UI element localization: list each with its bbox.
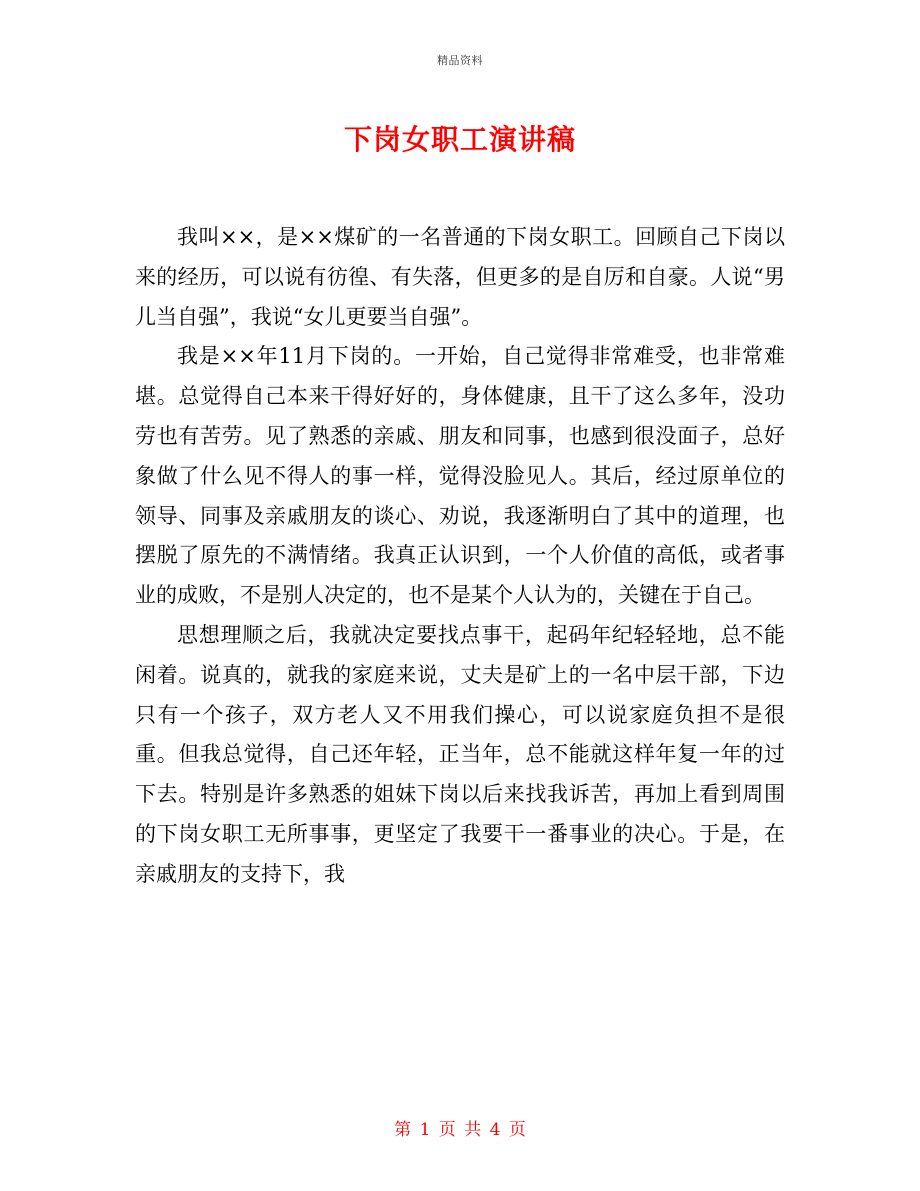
document-title: 下岗女职工演讲稿 [343,123,576,156]
page-footer: 第 1 页 共 4 页 [394,1120,526,1140]
page-header: 精品资料 [437,54,483,67]
paragraph-2: 我是××年11月下岗的。一开始，自己觉得非常难受，也非常难堪。总觉得自己本来干得好好的，身体健康，且干了这么多年，没功劳也有苦劳。见了熟悉的亲戚、朋友和同事，也感到很没面子，总好象做了什么见不得人的事一样，觉得没脸见人。其后，经过原单位的领导、同事及亲戚朋友的谈心、劝说，我逐渐明白了其中的道理，也摆脱了原先的不满情绪。我真正认识到，一个人价值的高低，或者事业的成败，不是别人决定的，也不是某个人认为的，关键在于自己。 [135,344,785,608]
paragraph-1: 我叫××，是××煤矿的一名普通的下岗女职工。回顾自己下岗以来的经历，可以说有彷徨、有失落，但更多的是自厉和自豪。人说“男儿当自强”，我说“女儿更要当自强”。 [135,225,785,329]
document-body [135,218,785,895]
paragraph-3: 思想理顺之后，我就决定要找点事干，起码年纪轻轻地，总不能闲着。说真的，就我的家庭来说，丈夫是矿上的一名中层干部，下边只有一个孩子，双方老人又不用我们操心，可以说家庭负担不是很重。但我总觉得，自己还年轻，正当年，总不能就这样年复一年的过下去。特别是许多熟悉的姐妹下岗以后来找我诉苦，再加上看到周围的下岗女职工无所事事，更坚定了我要干一番事业的决心。于是，在亲戚朋友的支持下，我 [135,622,785,886]
